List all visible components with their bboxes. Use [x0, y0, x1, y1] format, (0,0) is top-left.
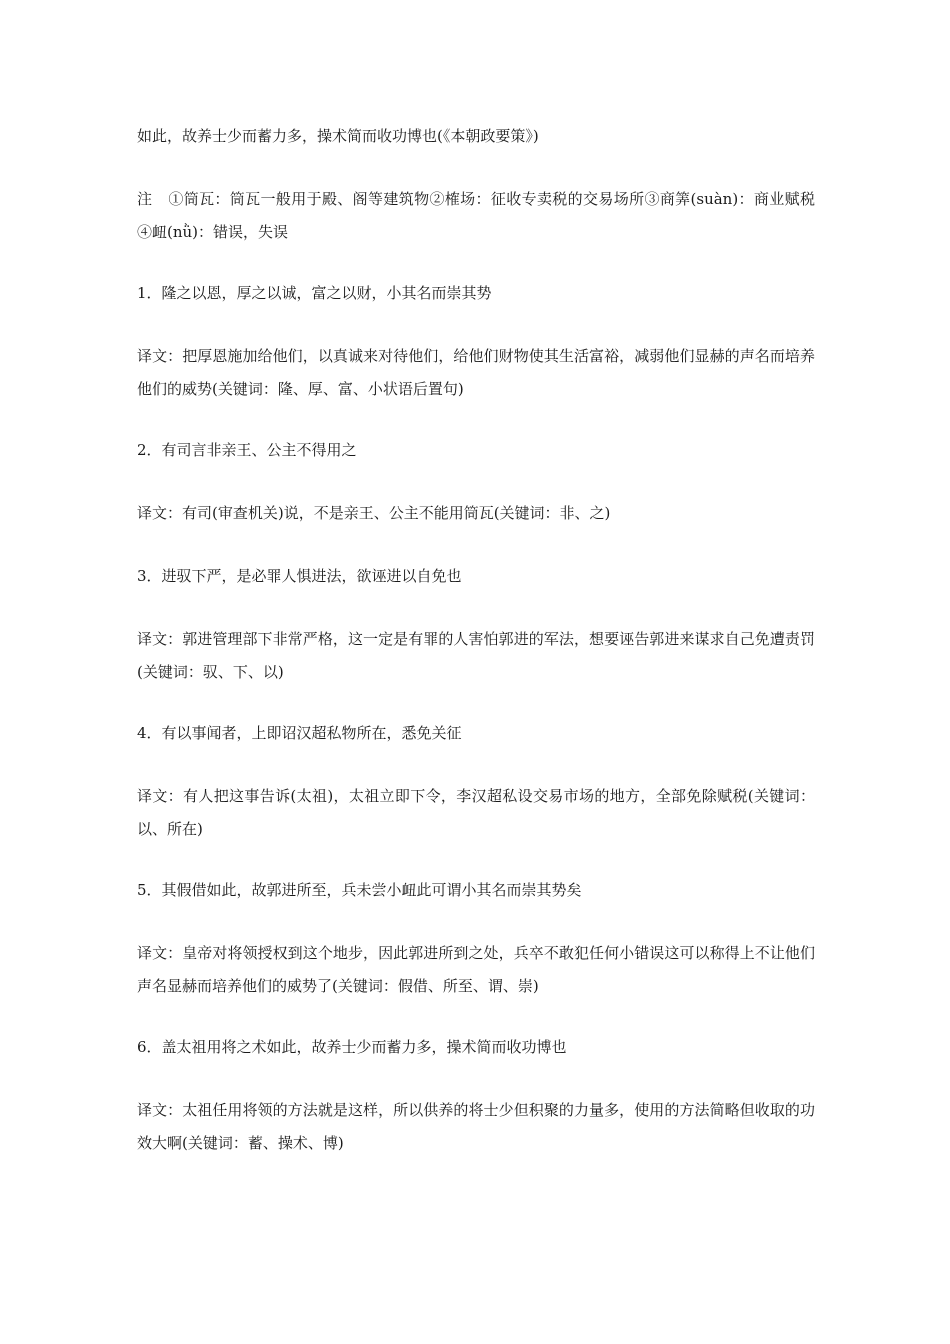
sentence-1: 1．隆之以恩，厚之以诚，富之以财，小其名而崇其势	[137, 284, 492, 302]
sentence-3: 3．进驭下严，是必罪人惧进法，欲诬进以自免也	[137, 567, 462, 585]
sentence-6: 6．盖太祖用将之术如此，故养士少而蓄力多，操术简而收功博也	[137, 1038, 567, 1056]
translation-4: 译文：有人把这事告诉(太祖)，太祖立即下令，李汉超私设交易市场的地方，全部免除赋税(关键词：以、所在)	[137, 787, 815, 838]
translation-1: 译文：把厚恩施加给他们，以真诚来对待他们，给他们财物使其生活富裕，减弱他们显赫的声名而培养他们的威势(关键词：隆、厚、富、小状语后置句)	[137, 347, 815, 398]
note-label: 注	[137, 190, 153, 208]
note-paragraph	[137, 183, 815, 249]
translation-6: 译文：太祖任用将领的方法就是这样，所以供养的将士少但积聚的力量多，使用的方法简略但收取的功效大啊(关键词：蓄、操术、博)	[137, 1101, 815, 1152]
translation-5: 译文：皇帝对将领授权到这个地步，因此郭进所到之处，兵卒不敢犯任何小错误这可以称得上不让他们声名显赫而培养他们的威势了(关键词：假借、所至、谓、崇)	[137, 944, 815, 995]
document-body	[137, 120, 815, 1188]
note-text: ①筒瓦：筒瓦一般用于殿、阁等建筑物②榷场：征收专卖税的交易场所③商筭(suàn)：商业赋税④衄(nǜ)：错误，失误	[137, 190, 815, 241]
sentence-5: 5．其假借如此，故郭进所至，兵未尝小衄此可谓小其名而崇其势矣	[137, 881, 582, 899]
sentence-4: 4．有以事闻者，上即诏汉超私物所在，悉免关征	[137, 724, 462, 742]
intro-paragraph: 如此，故养士少而蓄力多，操术简而收功博也(《本朝政要策》)	[137, 127, 539, 145]
translation-3: 译文：郭进管理部下非常严格，这一定是有罪的人害怕郭进的军法，想要诬告郭进来谋求自己免遭责罚(关键词：驭、下、以)	[137, 630, 815, 681]
sentence-2: 2．有司言非亲王、公主不得用之	[137, 441, 357, 459]
translation-2: 译文：有司(审查机关)说，不是亲王、公主不能用筒瓦(关键词：非、之)	[137, 504, 611, 522]
